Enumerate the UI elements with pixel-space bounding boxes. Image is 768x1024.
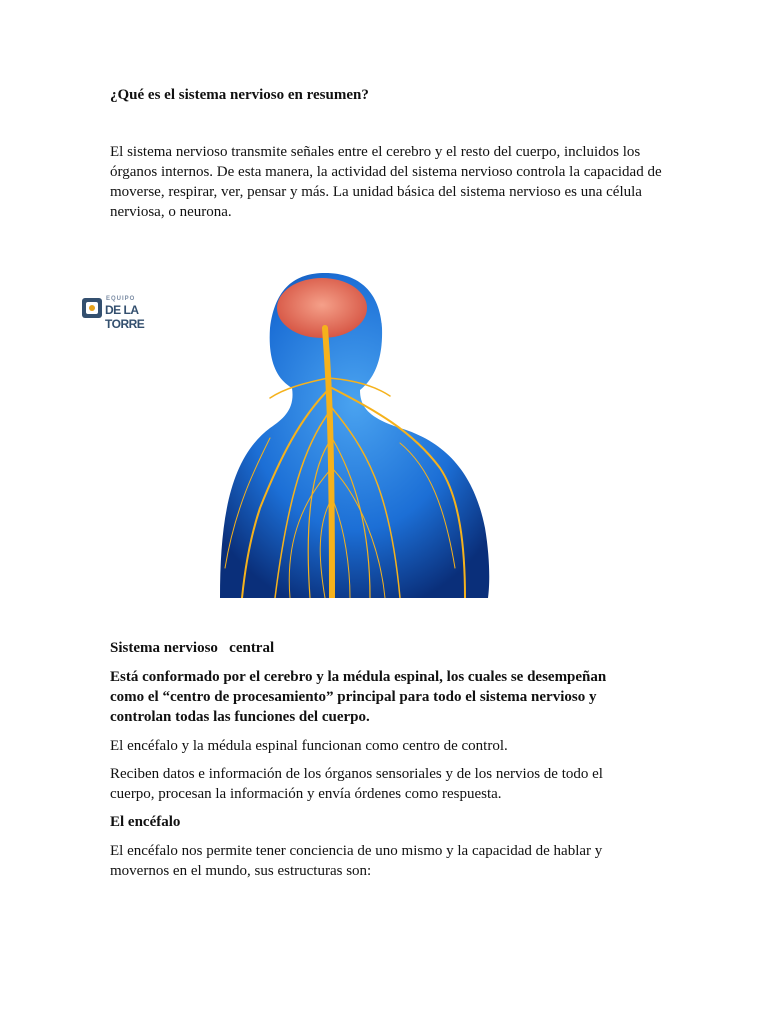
intro-paragraph: El sistema nervioso transmite señales entre el cerebro y el resto del cuerpo, incluidos los órganos internos. De esta manera, la actividad del sistema nervioso controla la capacidad de moverse, respirar, ver, pensar y más. La unidad básica del sistema nervioso es una célula nerviosa, o neurona. xyxy=(110,144,662,220)
section-title-central: Sistema nervioso central xyxy=(110,640,275,656)
logo-big-text: DE LA TORRE xyxy=(105,303,145,331)
brain xyxy=(277,278,367,338)
central-paragraph-1: El encéfalo y la médula espinal funcionan como centro de control. xyxy=(110,738,508,754)
central-bold-paragraph: Está conformado por el cerebro y la médula espinal, los cuales se desempeñan como el “centro de procesamiento” principal para todo el sistema nervioso y controlan todas las funciones del cuerpo. xyxy=(110,669,607,725)
section-title-encefalo: El encéfalo xyxy=(110,814,181,830)
logo-small-text: EQUIPO xyxy=(106,296,136,302)
page-title: ¿Qué es el sistema nervioso en resumen? xyxy=(110,87,369,103)
central-paragraph-2: Reciben datos e información de los órganos sensoriales y de los nervios de todo el cuerpo, procesan la información y envía órdenes como respuesta. xyxy=(110,766,603,802)
nervous-system-illustration xyxy=(70,268,590,598)
encefalo-paragraph-1: El encéfalo nos permite tener conciencia de uno mismo y la capacidad de hablar y movernos en el mundo, sus estructuras son: xyxy=(110,843,603,879)
